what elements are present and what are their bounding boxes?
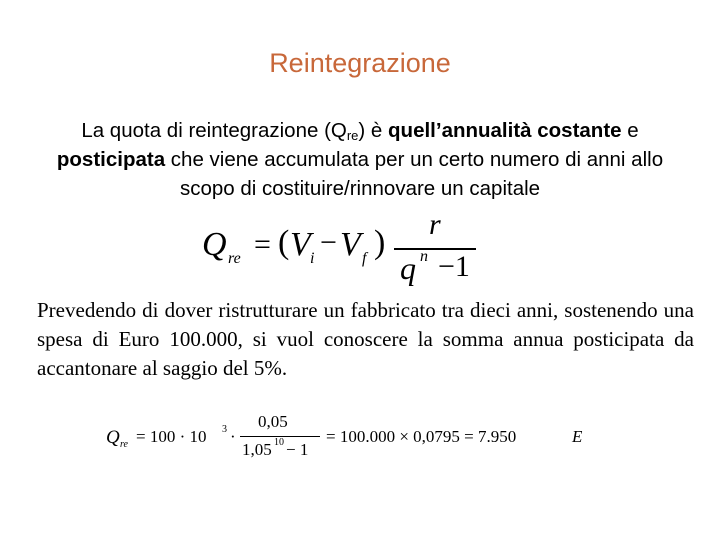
intro-subscript: re — [346, 128, 359, 143]
intro-paragraph — [30, 116, 690, 203]
calculation-formula — [106, 412, 606, 464]
formula2-lhs: = 100 · 10 — [136, 427, 207, 446]
intro-text-3: e — [621, 119, 639, 142]
formula1-q: Q — [202, 226, 227, 263]
slide-title: Reintegrazione — [269, 48, 451, 78]
formula1-v2: V — [340, 226, 361, 263]
formula1-open-paren: ( — [278, 224, 290, 261]
reintegration-formula — [200, 208, 490, 290]
formula2-den-rest: − 1 — [286, 440, 309, 459]
formula2-lhs-exp: 3 — [222, 424, 227, 435]
formula1-v-sub-f: f — [362, 250, 367, 267]
formula2-q-sub: re — [120, 439, 128, 450]
formula2-numerator: 0,05 — [258, 412, 288, 431]
intro-text-2: ) è — [358, 119, 389, 142]
formula1-den-rest: −1 — [438, 250, 470, 283]
formula2-den-base: 1,05 — [242, 440, 272, 459]
formula1-v: V — [290, 226, 311, 263]
formula1-den-q: q — [400, 250, 416, 286]
formula1-numerator: r — [429, 208, 441, 241]
formula2-den-exp: 10 — [274, 437, 284, 448]
formula1-minus: − — [320, 226, 337, 259]
formula2-lhs-dot: · — [230, 427, 236, 446]
intro-text-4: che viene accumulata per un certo numero di anni allo scopo di costituire/rinnovare un capitale — [165, 148, 664, 200]
formula2-q: Q — [106, 427, 120, 448]
formula2-rhs: = 100.000 × 0,0795 = 7.950 — [326, 427, 517, 446]
formula1-q-sub: re — [228, 250, 241, 267]
formula1-equals: = — [254, 228, 271, 261]
formula1-v-sub-i: i — [310, 250, 315, 267]
formula2-unit: E — [572, 427, 583, 446]
intro-bold-1: quell’annualità costante — [388, 119, 622, 142]
intro-bold-2: posticipata — [56, 148, 166, 171]
intro-text-1: La quota di reintegrazione (Q — [81, 119, 347, 142]
problem-statement: Prevedendo di dover ristrutturare un fabbricato tra dieci anni, sostenendo una spesa di Euro 100.000, si vuol conoscere la somma annua posticipata da accantonare al saggio del 5%. — [37, 298, 694, 380]
formula1-den-exp: n — [420, 248, 428, 265]
formula1-close-paren: ) — [374, 224, 386, 261]
